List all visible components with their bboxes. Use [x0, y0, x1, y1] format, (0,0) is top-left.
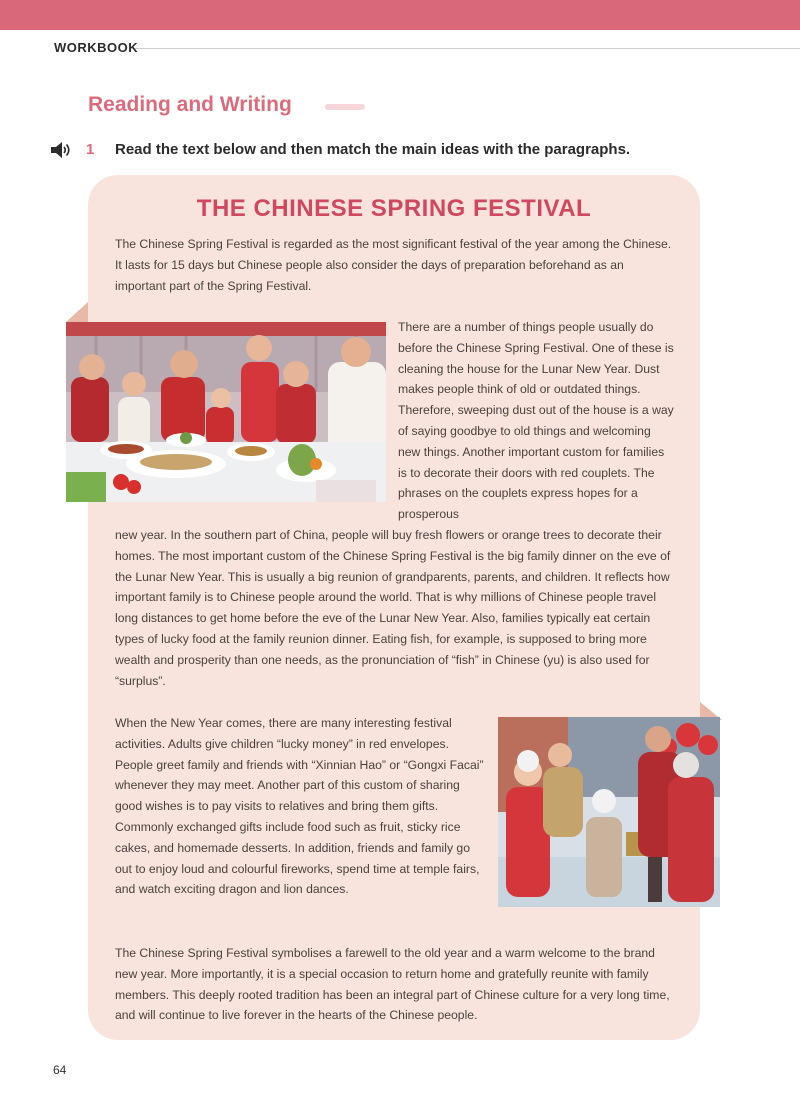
exercise-number: 1: [86, 141, 95, 158]
family-dinner-photo: [66, 322, 386, 502]
article-title: THE CHINESE SPRING FESTIVAL: [196, 195, 592, 222]
paragraph-customs-part-1: There are a number of things people usually do before the Chinese Spring Festival. One of these is cleaning the house for the Lunar New Year. Dust makes people think of old or outdated things. Therefore, sweeping dust out of the house is a way of saying goodbye to old things and welcoming new things. Another important custom for families is to decorate their doors with red couplets. The phrases on the couplets express hopes for a prosperous: [398, 320, 674, 522]
top-color-band: [0, 0, 800, 30]
paragraph-conclusion: The Chinese Spring Festival symbolises a farewell to the old year and a warm welcome to the brand new year. More importantly, it is a special occasion to return home and gratefully reunite with family members. This deeply rooted tradition has been an integral part of Chinese culture for a very long time, and will continue to live forever in the hearts of the Chinese people.: [115, 946, 670, 1023]
new-year-greeting-photo: [498, 717, 720, 907]
page-number: 64: [53, 1063, 67, 1077]
exercise-instruction: Read the text below and then match the main ideas with the paragraphs.: [115, 141, 631, 158]
heading-decoration: [325, 104, 365, 110]
paragraph-new-year-activities: When the New Year comes, there are many interesting festival activities. Adults give children “lucky money” in red envelopes. People greet family and friends with “Xinnian Hao” or “Gongxi Facai” whenever they may meet. Another part of this custom of sharing good wishes is to pay visits to relatives and bring them gifts. Commonly exchanged gifts include food such as fruit, sticky rice cakes, and homemade desserts. In addition, friends and family go out to enjoy loud and colourful fireworks, spend time at temple fairs, and watch exciting dragon and lion dances.: [115, 716, 484, 897]
section-divider: [135, 48, 800, 49]
speaker-icon[interactable]: [50, 142, 72, 158]
paragraph-customs-part-2: new year. In the southern part of China, people will buy fresh flowers or orange trees to decorate their homes. The most important custom of the Chinese Spring Festival is the big family dinner on the eve of the Lunar New Year. This is usually a big reunion of grandparents, parents, and children. It reflects how important family is to Chinese people around the world. That is why millions of Chinese people travel long distances to get home before the eve of the Lunar New Year. Also, families typically eat certain types of lucky food at the family reunion dinner. Eating fish, for example, is supposed to bring more wealth and prosperity than one needs, as the pronunciation of “fish” in Chinese (yu) is also used for “surplus”.: [115, 528, 671, 688]
exercise-heading: Reading and Writing: [88, 93, 292, 116]
section-label: WORKBOOK: [54, 40, 139, 55]
card-corner-decoration: [66, 302, 88, 322]
paragraph-intro: The Chinese Spring Festival is regarded as the most significant festival of the year among the Chinese. It lasts for 15 days but Chinese people also consider the days of preparation beforehand as an important part of the Spring Festival.: [115, 237, 672, 293]
